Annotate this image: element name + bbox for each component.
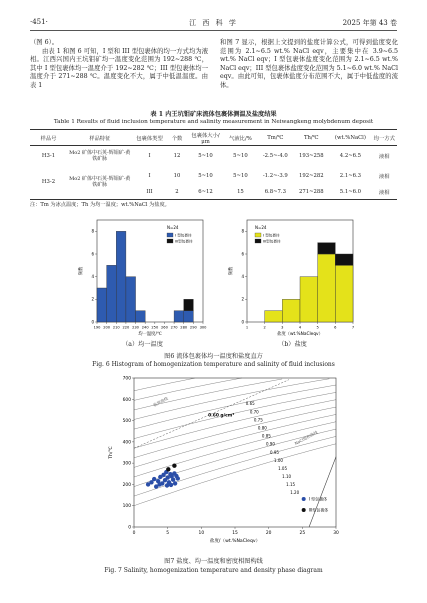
fig6-caption-en: Fig. 6 Histogram of homogenization temperature and salinity of fluid inclusions [92,361,335,368]
col-header: 包裹体类型 [136,135,163,142]
cell-sample: H3-1 [41,152,56,159]
y-tick-label: 6 [91,251,94,257]
histogram-bar [335,254,353,265]
legend-label: I 型包裹体 [175,233,192,238]
y-tick-label: 100 [122,504,131,510]
y-tick-label: 200 [122,482,131,488]
data-table [30,129,397,200]
y-tick-label: 2 [91,296,94,302]
x-tick-label: 5 [316,325,319,330]
y-axis-label: 频数 [229,266,234,276]
y-axis-label: Th/℃ [109,446,114,459]
x-tick-label: 290 [189,325,197,330]
x-tick-label: 3 [281,325,284,330]
table-title-cn: 表 1 内王坑钼矿床流体包裹体测温及盐度结果 [150,111,277,118]
cell-salinity: 4.2~6.5 [339,152,362,159]
density-label: 0.80 [257,425,267,431]
isochore-curve [134,414,336,467]
x-tick-label: 240 [141,325,149,330]
cell-ratio: 15 [237,189,244,196]
nacl-saturation-curve [309,457,336,527]
cell-tm: 6.8~7.3 [264,189,286,196]
x-tick-label: 10 [198,531,205,536]
legend-swatch [255,233,261,237]
histogram-bar [318,243,336,254]
histogram-bar [184,311,194,322]
x-tick-label: 1 [245,325,249,330]
x-tick-label: 7 [351,325,355,330]
paragraph: （图 6）。 [30,39,59,46]
x-tick-label: 25 [299,531,306,536]
cell-salinity: 2.1~6.3 [339,172,362,179]
legend-label: III型包裹体 [175,239,193,244]
table-note: 注：Tm 为冰点温度；Th 为均一温度；wt.%NaCl 为盐度。 [30,202,170,208]
y-tick-label: 400 [122,440,131,446]
cell-th: 192~282 [298,172,324,179]
col-header: 个数 [171,135,183,142]
density-label: 0.75 [253,417,263,423]
density-label: 0.65 [245,401,255,407]
cell-salinity: 5.1~6.0 [339,189,362,196]
cell-ratio: 5~10 [233,152,248,159]
y-tick-label: 4 [241,273,244,279]
journal-name: 江 西 科 学 [189,19,238,27]
cell-type: III [146,189,153,196]
y-tick-label: 0 [91,319,94,325]
col-header: 包裹体大小/μm [191,132,220,145]
cell-th: 271~288 [298,189,324,196]
scatter-point [166,467,170,471]
density-label: 1.20 [290,490,300,496]
x-tick-label: 190 [93,325,101,330]
x-tick-label: 5 [166,531,170,536]
isochore-curve [134,407,336,458]
fig6b-chart [225,212,360,342]
x-tick-label: 0 [132,531,136,536]
density-label: 1.15 [286,482,296,488]
x-tick-label: 20 [265,531,272,536]
histogram-bar [136,311,146,322]
cell-feature: Mo2 矿体中石英-辉钼矿-黄铁矿脉 [69,176,131,189]
fig6-caption-cn: 图6 流体包裹体均一温度和盐度直方 [164,353,263,360]
x-axis-label: 盐度/（wt.%NaClеqv） [209,539,261,544]
table-row [30,166,397,186]
x-tick-label: 200 [103,325,111,330]
y-tick-label: 300 [122,461,131,467]
critical-curve-label: 临界曲线 [152,395,169,408]
cell-count: 2 [175,189,179,196]
body-column-right: 和图 7 显示，根据上文提到的盐度计算公式，可得到盐度变化范围为 2.1~6.5 wt.% NaCl eqv，主要集中在 3.9~6.5 wt.% NaCl eqv；I 型包裹体盐度变化范围为 2.1~6.5 wt.% NaCl eqv；III 型包裹体盐度变化范围为 5.1~6.0 wt.% NaCl eqv。由此可知，包裹体盐度分布范围不大，属于中低盐度的流体。 [220,39,398,89]
histogram-bar [116,231,126,322]
legend-swatch [167,239,173,243]
density-label: 0.70 [249,409,259,415]
col-header: Th/℃ [303,134,319,141]
page-number: ·451· [30,18,48,26]
histogram-bar [184,299,194,310]
histogram-bar [265,311,283,322]
x-tick-label: 2 [263,325,266,330]
y-tick-label: 8 [241,228,244,234]
cell-sample: H3-2 [41,179,56,186]
x-tick-label: 6 [334,325,337,330]
cell-count: 10 [173,172,181,179]
cell-size: 6~12 [198,189,213,196]
legend-label: III型包裹体 [308,507,329,513]
cell-mode: 液相 [378,173,390,180]
histogram-bar [282,299,300,322]
issue-info: 2025 年第 43 卷 [342,19,397,27]
x-tick-label: 230 [132,325,139,330]
fig6a-sublabel: （a）均一温度 [122,341,163,348]
y-tick-label: 4 [91,273,94,279]
histogram-bar [335,265,353,322]
col-header: 样品特征 [89,135,111,142]
x-tick-label: 4 [298,325,302,330]
table-row [30,146,397,166]
isochore-curve [134,385,336,429]
isochore-curve [134,378,242,400]
density-label: 1.00 [274,457,283,463]
scatter-point [172,464,176,468]
y-tick-label: 0 [128,525,131,531]
legend-label: III型包裹体 [263,239,281,244]
legend-swatch [255,239,261,243]
cell-ratio: 5~10 [233,172,248,179]
density-label: 0.85 [261,433,271,439]
cell-tm: -2.5~-4.0 [262,152,288,159]
fig6b-sublabel: （b）盐度 [278,341,307,348]
scatter-point [165,483,169,487]
fig7-caption-en: Fig. 7 Salinity, homogenization temperature and density phase diagram [104,567,323,574]
x-tick-label: 220 [122,325,130,330]
scatter-point [169,483,173,487]
cell-mode: 液相 [378,153,390,160]
isochore-curve [134,433,336,496]
cell-type: I [148,152,151,159]
density-label: 1.05 [278,465,287,471]
y-tick-label: 2 [241,296,244,302]
legend-label: I 型包裹体 [263,233,280,238]
fig6a-chart [75,212,210,342]
cell-mode: 液相 [378,190,390,197]
scatter-point [176,476,180,480]
y-tick-label: 8 [91,228,94,234]
y-tick-label: 600 [122,397,131,403]
histogram-bar [300,277,318,322]
n-label: N=24 [255,225,267,230]
y-tick-label: 700 [122,376,131,382]
y-tick-label: 500 [122,419,131,425]
x-tick-label: 30 [333,531,339,536]
x-axis-label: 均一温度/℃ [138,332,162,337]
y-tick-label: 0 [241,319,244,325]
scatter-point [173,481,177,485]
col-header: 样品号 [40,135,57,142]
histogram-bar [107,265,117,322]
x-tick-label: 270 [170,325,178,330]
fig7-chart [100,372,345,552]
x-tick-label: 260 [161,325,168,330]
legend-swatch [167,233,173,237]
histogram-bar [97,288,107,322]
density-label: 1.10 [282,474,292,480]
x-tick-label: 300 [199,325,207,330]
n-label: N=24 [167,225,179,230]
density-label: 0.95 [270,449,279,455]
histogram-bar [126,277,136,322]
fig7-caption-cn: 图7 盐度、均一温度和密度相图构线 [164,558,263,565]
cell-size: 5~10 [198,152,213,159]
x-tick-label: 210 [112,325,120,330]
saturation-curve-label: NaCl饱和曲线 [293,429,319,446]
table-header-row [30,130,397,146]
cell-tm: -1.2~-3.9 [262,172,288,179]
col-header: (wt.%NaCl) [334,134,366,141]
histogram-bar [174,311,184,322]
histogram-bar [318,254,336,322]
legend-marker [302,497,306,501]
isochore-curve [134,400,336,449]
body-column-left [30,39,208,91]
legend-marker [302,508,306,512]
density-label: 0.90 [265,441,275,447]
cell-type: I [148,172,151,179]
x-axis-label: 盐度（wt.%NaCleqv） [277,332,323,337]
scatter-point [171,478,175,482]
paragraph: 由表 1 和图 6 可知，I 型和 III 型包裹体的均一方式均为液相。江西兴国内王坑钼矿均一温度变化范围为 192~288 ℃，其中 I 型包裹体均一温度介于 192~282 ℃；III 型包裹体均一温度介于 271~288 ℃。温度变化不大，属于中低温温度。由表 1 [30,47,208,89]
table-title-en: Table 1 Results of fluid inclusion temperature and salinity measurement in Neiwangkeng molybdenum deposit [53,119,374,125]
x-tick-label: 250 [151,325,159,330]
x-tick-label: 15 [232,531,238,536]
cell-th: 193~258 [298,152,324,159]
scatter-point [157,482,161,486]
scatter-point [152,477,156,481]
header-rule [30,30,397,31]
cell-size: 5~10 [198,172,213,179]
col-header: 均一方式 [373,135,395,142]
density-label: 0.60 g/cm³ [208,413,235,419]
x-tick-label: 280 [180,325,188,330]
col-header: Tm/℃ [267,134,284,141]
cell-count: 12 [173,152,181,159]
col-header: 气液比/% [229,135,252,142]
y-tick-label: 6 [241,251,244,257]
legend-label: I 型包裹体 [308,496,328,502]
y-axis-label: 频数 [79,266,84,276]
cell-feature: Mo2 矿体中石英-辉钼矿-黄铁矿脉 [69,149,131,162]
